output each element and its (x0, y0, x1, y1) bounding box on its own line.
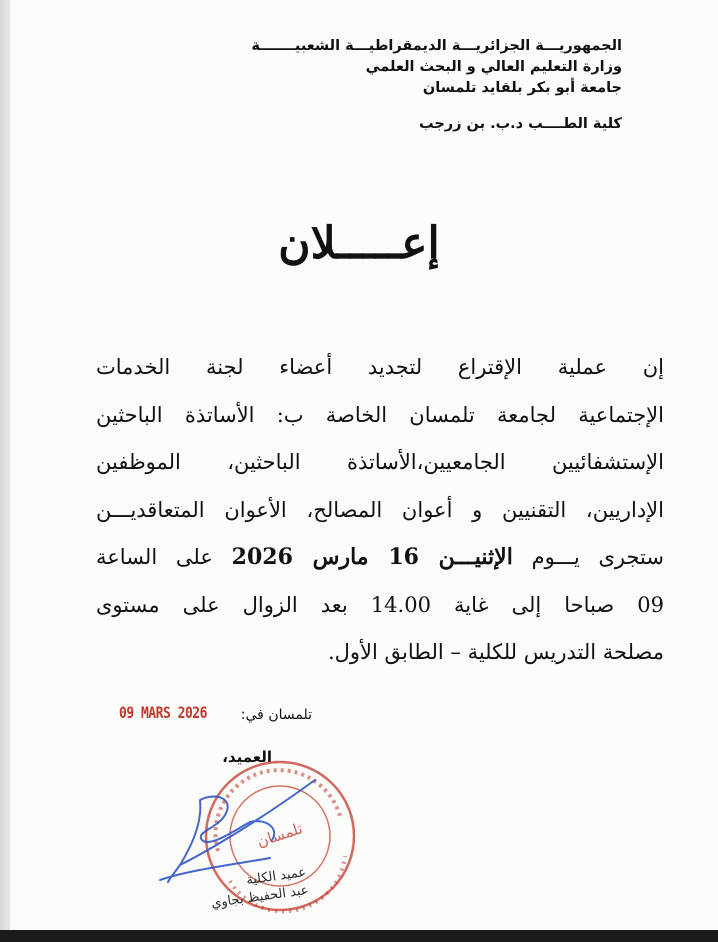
place-label: تلمسان في: (240, 707, 312, 723)
body-line: الإجتماعية لجامعة تلمسان الخاصة ب: الأساتذة الباحثين (96, 402, 664, 427)
body-line: الإستشفائيين الجامعيين،الأساتذة الباحثين، الموظفين (96, 450, 664, 474)
letterhead-university: جامعة أبو بكر بلقايد تلمسان (422, 80, 622, 96)
document-title: إعـــــلان (278, 218, 440, 269)
faculty-name: كلية الطــــب د.ب. بن زرجب (419, 116, 622, 132)
body-line-date (96, 534, 664, 582)
signatory-title: العميد، (222, 748, 272, 766)
seal-text: تلمسان (254, 819, 305, 851)
scan-bottom-edge (0, 930, 718, 942)
dean-stamp-title: عميد الكلية (245, 865, 307, 889)
body-line: الإداريين، التقنيين و أعوان المصالح، الأعوان المتعاقديـــن (96, 497, 664, 522)
body-line-date-pre: ستجرى يـــوم (512, 545, 664, 569)
body-line: إن عملية الإقتراع لتجديد أعضاء لجنة الخدمات (96, 355, 664, 379)
date-stamp: 09 MARS 2026 (119, 704, 207, 723)
body-line: مصلحة التدريس للكلية – الطابق الأول. (327, 640, 664, 664)
body-line-date-post: على الساعة (96, 545, 232, 569)
dean-stamp-name: عبد الحفيظ بجاوي (210, 882, 310, 912)
election-date: الإثنيـــن 16 مارس 2026 (231, 544, 513, 570)
letterhead (202, 36, 622, 99)
letterhead-republic: الجمهوريـــة الجزائريـــة الديمقراطيـــة الشعبيـــــــة (251, 38, 622, 54)
body-line: 09 صباحا إلى غاية 14.00 بعد الزوال على مستوى (96, 592, 665, 617)
announcement-body (96, 344, 664, 677)
letterhead-ministry: وزارة التعليم العالي و البحث العلمي (365, 59, 622, 75)
